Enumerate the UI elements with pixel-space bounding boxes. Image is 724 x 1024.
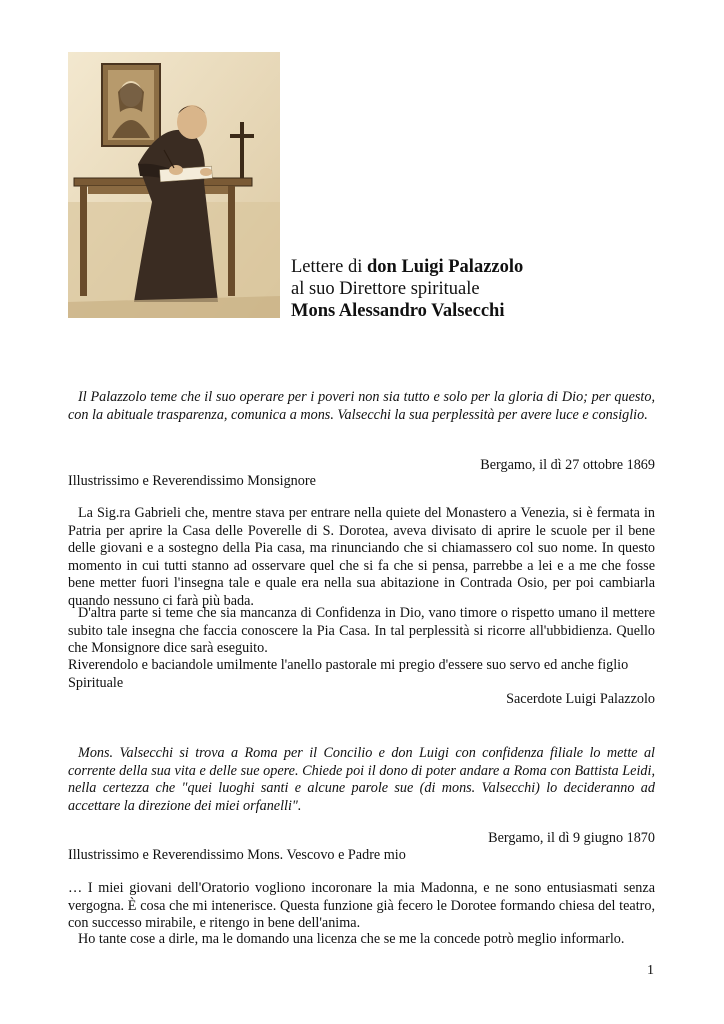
document-title: [291, 256, 523, 322]
letter1-intro: Il Palazzolo teme che il suo operare per i poveri non sia tutto e solo per la gloria di Dio; per questo, con la abituale trasparenza, comunica a mons. Valsecchi la sua perplessità per avere luce e consiglio.: [68, 389, 655, 423]
title-line-2: al suo Direttore spirituale: [291, 279, 480, 299]
letter1-paragraph-2: D'altra parte si teme che sia mancanza di Confidenza in Dio, vano timore o rispetto umano il mettere subito tale insegna che faccia conoscere la Pia Casa. In tal perplessità si ricorre all'ubbidienza. Quello che Monsignore dice sarà eseguito.: [68, 605, 655, 657]
letter2-paragraph-1: … I miei giovani dell'Oratorio vogliono incoronare la mia Madonna, e ne sono entusiasmati senza vergogna. È cosa che mi intenerisce. Questa funzione già fecero le Dorotee formando chiesa del teatro, con successo mirabile, e ritengo in bene dell'anima.: [68, 880, 655, 932]
letter2-salutation: Illustrissimo e Reverendissimo Mons. Vescovo e Padre mio: [68, 847, 406, 863]
letter1-paragraph-1: La Sig.ra Gabrieli che, mentre stava per entrare nella quiete del Monastero a Venezia, si è fermata in Patria per aprire la Casa delle Poverelle di S. Dorotea, aveva divisato di aprire le scuole per il bene delle giovani e a sostegno della Pia casa, ma rinunciando che si chiamassero col suo nome. In questo momento in cui tutti stanno ad osservare quel che si fa che si pensa, parrebbe a lei e a me che fosse bene metter fuori l'insegna tale e quale era nella sua abitazione in Contrada Osio, per poi cambiarla quando nessuno ci farà più bada.: [68, 505, 655, 609]
letter1-dateline: Bergamo, il dì 27 ottobre 1869: [480, 457, 655, 473]
title-prefix: Lettere di: [291, 257, 368, 277]
page-number: 1: [647, 963, 654, 978]
letter1-salutation: Illustrissimo e Reverendissimo Monsignore: [68, 473, 316, 489]
title-line-3: [291, 300, 523, 322]
letter2-dateline: Bergamo, il dì 9 giugno 1870: [488, 830, 655, 846]
letter2-intro: Mons. Valsecchi si trova a Roma per il Concilio e don Luigi con confidenza filiale lo mette al corrente della sua vita e delle sue opere. Chiede poi il dono di poter andare a Roma con Battista Leidi, nella certezza che "quei luoghi santi e alcune parole sue (di mons. Valsecchi) lo decideranno ad accettare la direzione dei miei orfanelli".: [68, 745, 655, 814]
title-recipient: Mons Alessandro Valsecchi: [291, 301, 505, 321]
letter1-signature: Sacerdote Luigi Palazzolo: [506, 691, 655, 707]
letter2-paragraph-2: Ho tante cose a dirle, ma le domando una licenza che se me la concede potrò meglio informarlo.: [78, 931, 625, 947]
priest-writing-illustration: [68, 52, 280, 318]
letter1-closing: Riverendolo e baciandole umilmente l'anello pastorale mi pregio d'essere suo servo ed anche figlio Spirituale: [68, 657, 629, 691]
title-author-name: don Luigi Palazzolo: [367, 257, 524, 277]
title-line-1: [291, 256, 523, 278]
